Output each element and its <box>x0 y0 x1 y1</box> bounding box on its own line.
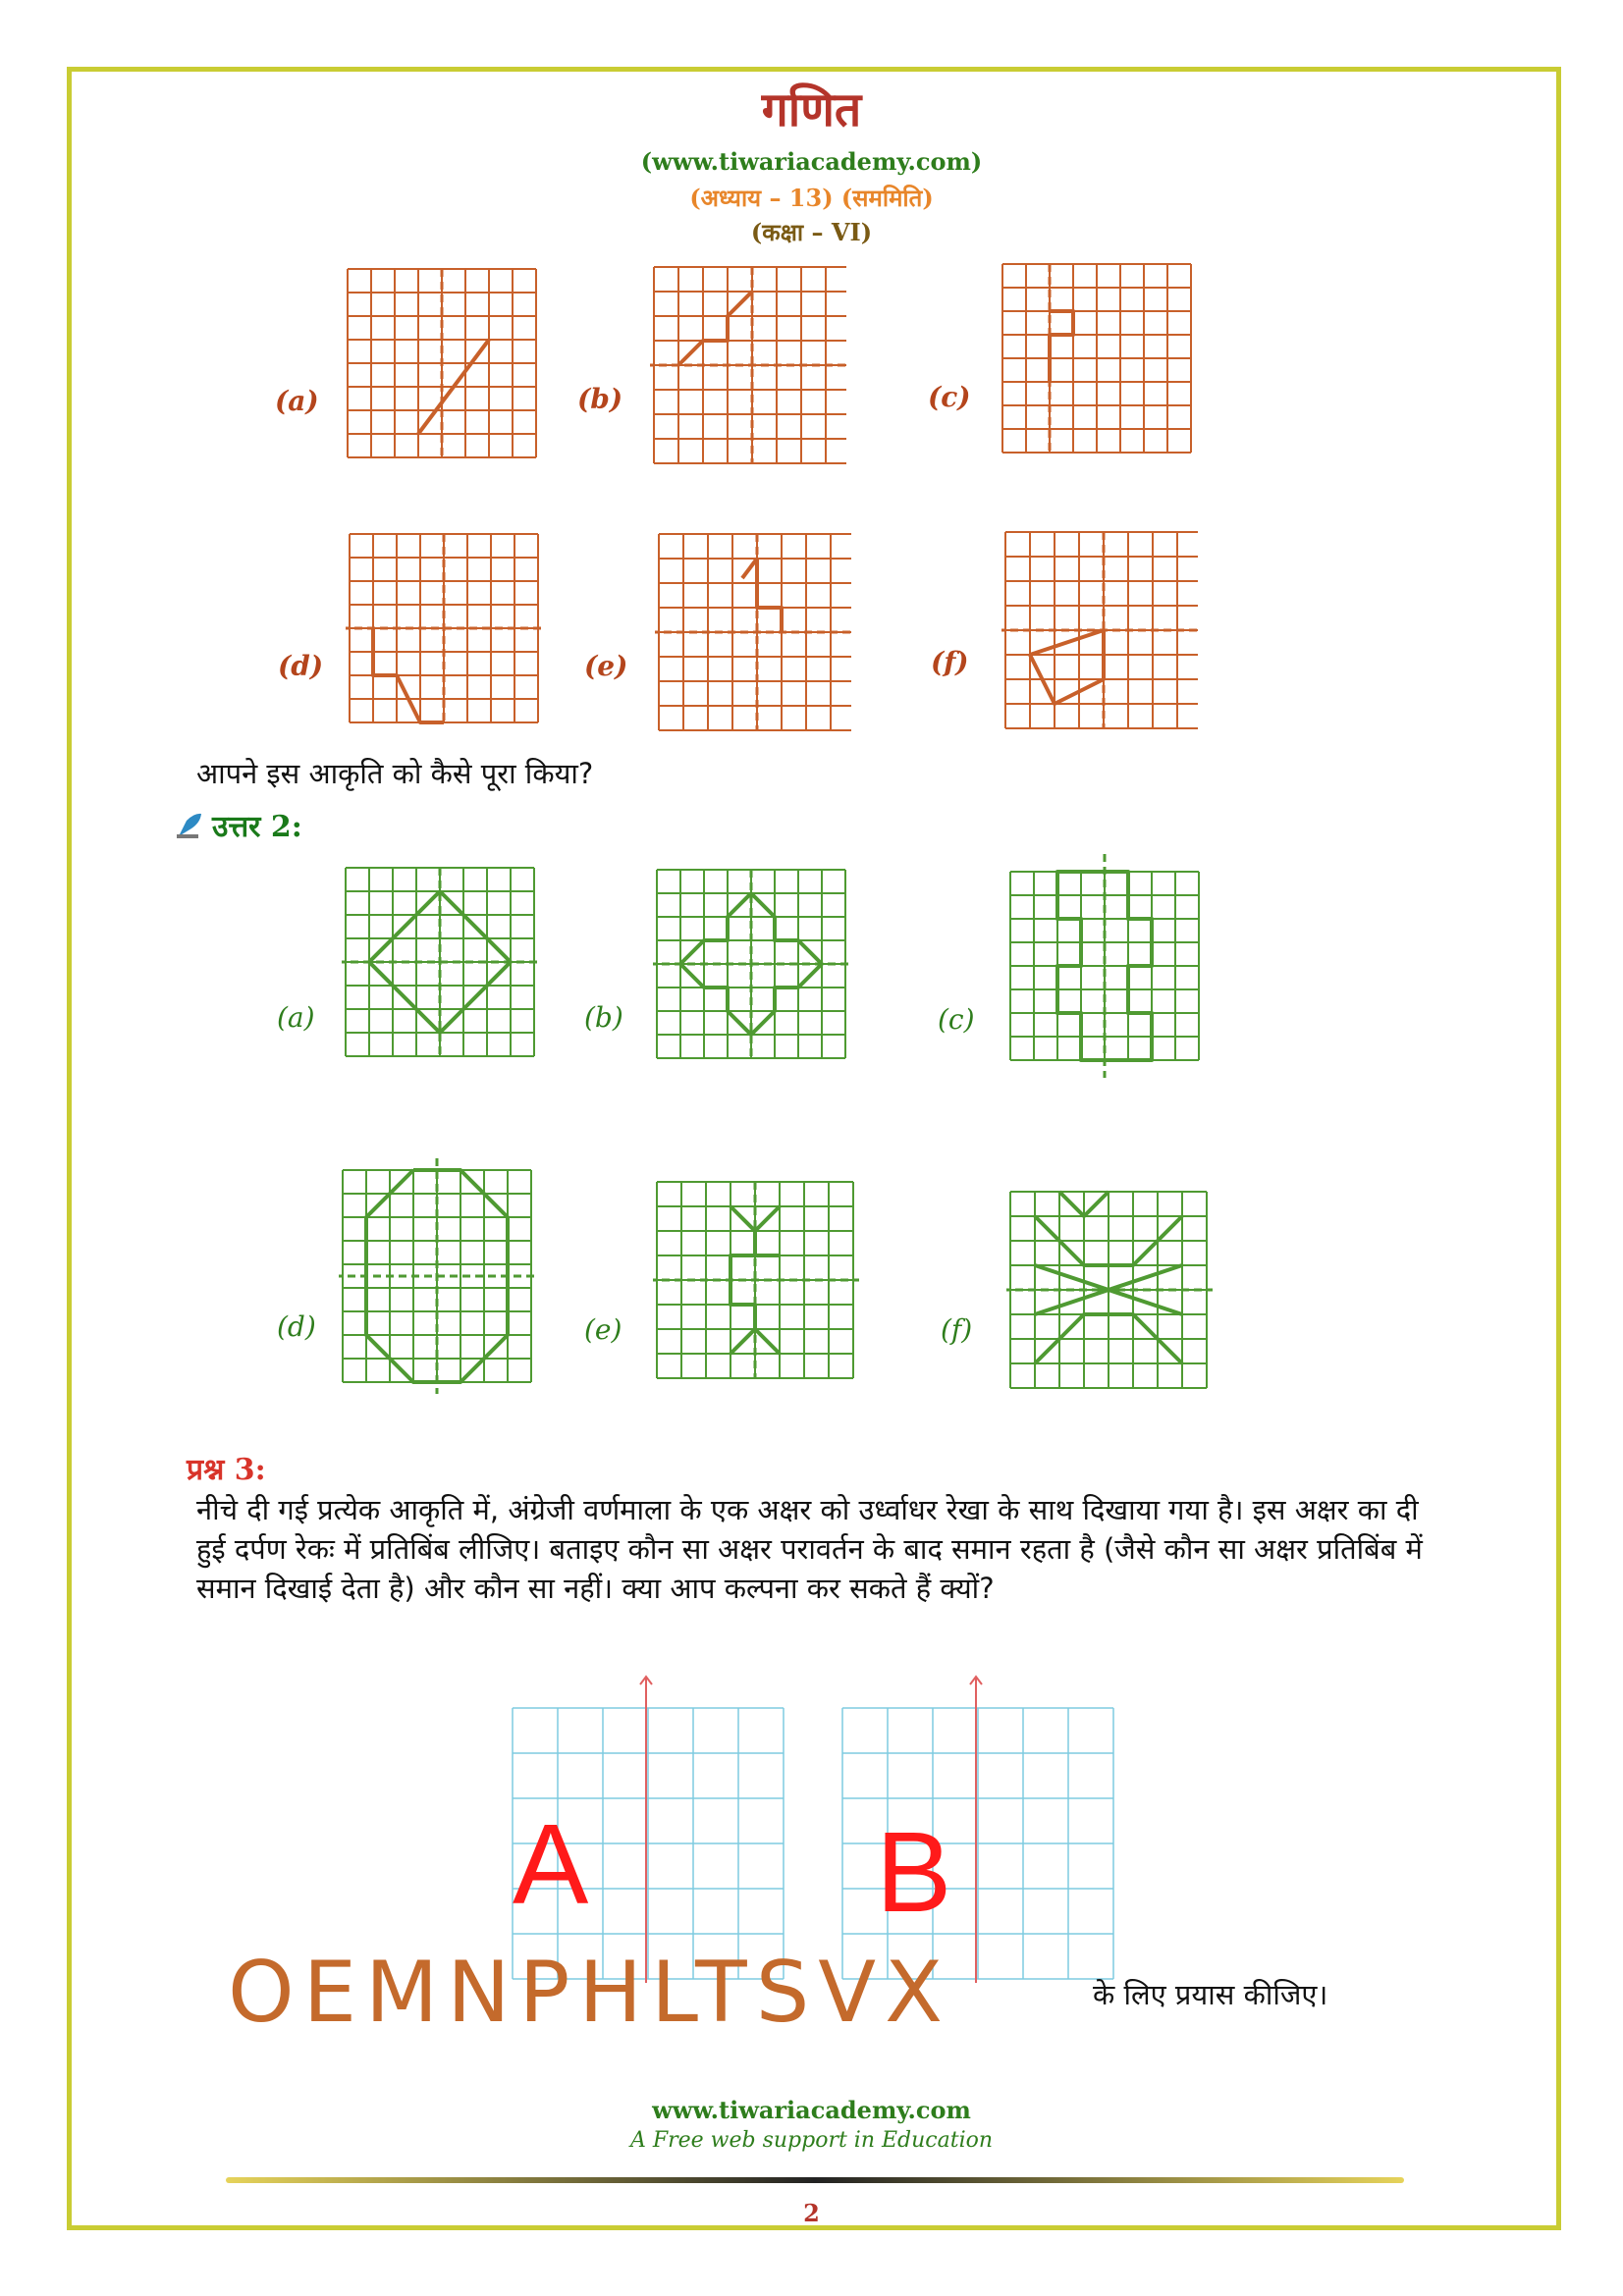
page-number: 2 <box>803 2199 820 2227</box>
footer-tagline: A Free web support in Education <box>629 2128 994 2153</box>
answer-figure-label-f: (f) <box>941 1313 973 1346</box>
question-figure-label-d: (d) <box>278 650 324 682</box>
question-figure-b <box>650 263 846 489</box>
letter-b: B <box>876 1808 952 1936</box>
question-figure-label-e: (e) <box>584 650 628 682</box>
answer-figure-d <box>339 1158 545 1423</box>
question-figure-e <box>655 530 851 746</box>
header-website[interactable]: (www.tiwariacademy.com) <box>640 147 983 176</box>
question-figure-label-b: (b) <box>577 383 623 415</box>
answer-figure-c <box>1006 854 1213 1129</box>
footer-website[interactable]: www.tiwariacademy.com <box>652 2096 971 2124</box>
letter-a: A <box>513 1800 589 1928</box>
answer2-heading <box>175 805 302 845</box>
answer2-label: उत्तर 2: <box>212 810 302 844</box>
chapter-label: (अध्याय – 13) (सममिति) <box>689 184 934 212</box>
answer-figure-label-c: (c) <box>938 1003 975 1036</box>
letters-row: OEMNPHLTSVX <box>228 1944 952 2042</box>
question-figure-f <box>1001 528 1198 746</box>
question-figure-label-a: (a) <box>275 385 319 417</box>
answer-figure-label-b: (b) <box>584 1001 623 1034</box>
question2-tail: आपने इस आकृति को कैसे पूरा किया? <box>196 757 594 790</box>
answer-figure-b <box>653 866 859 1099</box>
try-text: के लिए प्रयास कीजिए। <box>1093 1978 1328 2011</box>
question3-text: नीचे दी गई प्रत्येक आकृति में, अंग्रेजी वर्णमाला के एक अक्षर को उर्ध्वाधर रेखा के साथ दिखाया गया है। इस अक्षर का दी हुई दर्पण रेकः में प्रतिबिंब लीजिए। बताइए कौन सा अक्षर परावर्तन के बाद समान रहता है (जैसे कौन सा अक्षर प्रतिबिंब में समान दिखाई देता है) और कौन सा नहीं। क्या आप कल्पना कर सकते हैं क्यों? <box>196 1493 1423 1605</box>
footer-divider <box>226 2177 1404 2183</box>
answer-figure-label-e: (e) <box>584 1313 622 1346</box>
question-figure-d <box>346 530 542 746</box>
answer-figure-label-d: (d) <box>277 1310 316 1343</box>
answer-figure-f <box>1006 1188 1213 1414</box>
question-figure-a <box>344 265 540 481</box>
pen-icon <box>175 811 204 840</box>
page-title: गणित <box>761 82 862 137</box>
answer-figure-label-a: (a) <box>277 1001 315 1034</box>
answer-figure-a <box>342 864 548 1099</box>
answer-figure-e <box>653 1178 859 1414</box>
question-figure-label-f: (f) <box>931 646 969 678</box>
question-figure-label-c: (c) <box>928 381 971 413</box>
question3-heading: प्रश्न 3: <box>187 1453 266 1487</box>
question-figure-c <box>999 260 1195 481</box>
class-label: (कक्षा – VI) <box>750 218 873 246</box>
